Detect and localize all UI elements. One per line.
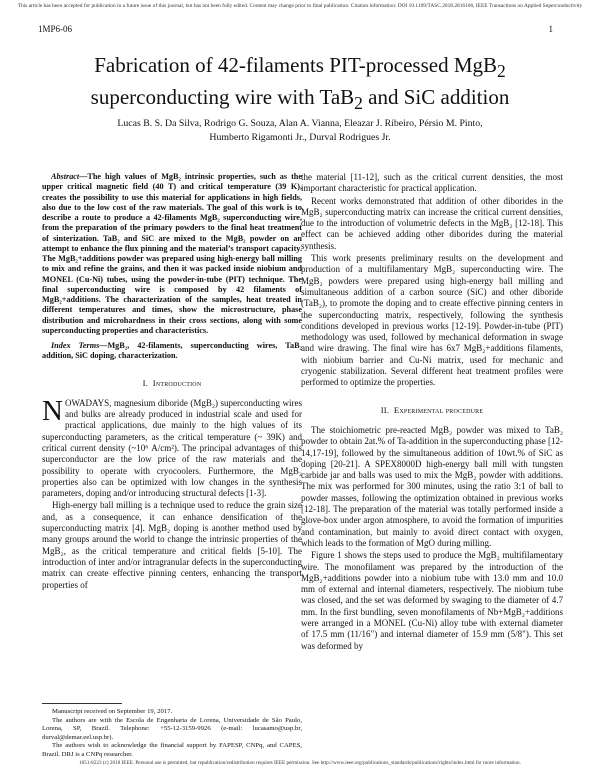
authors-line1: Lucas B. S. Da Silva, Rodrigo G. Souza, Alan A. Vianna, Eleazar J. Ribeiro, Pérsio M. Pinto,: [117, 118, 483, 129]
exp-paragraph-1: The stoichiometric pre-reacted MgB₂ powder was mixed to TaB₂ powder to obtain 2at.% of Ta-addition in the superconducting phase [12-14,17-19], followed by the simultaneous addition of 10wt.% of SiC as doping [20-21]. A SPEX8000D high-energy ball mill with tungsten carbide jar and balls was used to mix the MgB₂ powder with additions. The mix was performed for 300 minutes, using the ratio 3:1 of ball to powder masses, following the optimization obtained in previous works [12-18]. The preparation of the material was totally performed inside a glove-box under argon atmosphere, to avoid the formation of impurities and contamination, but mainly to avoid direct contact with oxygen, which leads to the formation of MgO during milling.: [301, 424, 563, 548]
page-number: 1: [548, 24, 553, 34]
exp-paragraph-2: Figure 1 shows the steps used to produce the MgB₂ multifilamentary wire. The monofilament was prepared by the introduction of the MgB₂+additions powder into a niobium tube with 13.0 mm and 10.0 mm of external and internal diameters, respectively. The niobium tube was closed, and the set was deformed by swaging to the diameter of 4.7 mm. In the first bundling, seven monofilaments of Nb+MgB₂+additions were arranged in a MONEL (Cu-Ni) alloy tube with external diameter of 17.5 mm (11/16") and internal diameter of 15.9 mm (5/8"). This set was deformed by: [301, 550, 563, 651]
abstract-text: —The high values of MgB₂ intrinsic properties, such as the upper critical magnetic field (40 T) and critical temperature (39 K), creates the possibility to use this material for applications in high fields, also due to the low cost of the raw materials. The goal of this work is to describe a route to produce a 42-filaments MgB₂ superconducting wire, from the preparation of the primary powders to the final heat treatment of sinterization. TaB₂ and SiC are mixed to the MgB₂ powder on an attempt to enhance the flux pinning and the material’s transport capacity. The MgB₂+additions powder was prepared using high-energy ball milling to mix and refine the grains, and then it was packed inside niobium and MONEL (Cu-Ni) tubes, using the powder-in-tube (PIT) technique. The final superconducting wire is composed by 42 filaments of MgB₂+additions. The characterization of the samples, heat treated in different temperatures and times, show the microstructure, phase distribution and microhardness in their cross sections, along with some superconducting properties and characteristics.: [42, 172, 302, 335]
intro-paragraph-2: High-energy ball milling is a technique used to reduce the grain size and, as a consequence, it can enhance densification of the superconducting matrix [4]. MgB₂ doping is another method used by many groups around the world to change the intrinsic properties of the MgB₂, as the critical temperature and critical fields [5-10]. The introduction of inter and/or intragranular defects in the superconducting matrix can create effective pinning centers, enhancing the transport properties of: [42, 500, 302, 590]
paper-title: [30, 52, 570, 116]
title-prefix: Fabrication of 42-filaments PIT-processed MgB: [94, 53, 498, 77]
footnote-received: Manuscript received on September 19, 2017.: [52, 708, 173, 715]
abstract: [42, 172, 302, 336]
right-paragraph-2: This work presents preliminary results on the development and production of a multifilamentary MgB₂ superconducting wire. The MgB₂ powders were prepared using high-energy ball milling and simultaneous addition of a carbon source (SiC) and other diboride (TaB₂), to promote the doping and to create effective pinning centers in the superconducting matrix, respectively, following the synthesis conditions developed in previous works [12-19]. Powder-in-tube (PIT) methodology was used, followed by mechanical deformation in swage and wire drawing. The final wire has 6x7 MgB₂+additions filaments, with niobium barrier and Cu-Ni matrix, used for mechanic and cryogenic stabilization. Several different heat treatment profiles were performed to optimize the properties.: [301, 253, 563, 388]
index-terms-label: Index Terms: [51, 341, 100, 350]
copyright-footer: 1051-8223 (c) 2018 IEEE. Personal use is permitted, but republication/redistribution requires IEEE permission. See http://www.ieee.org/publications_standards/publications/rights/index.html for more information.: [79, 760, 521, 766]
title-sub2: 2: [354, 93, 363, 114]
section-heading-experimental: [301, 405, 563, 416]
journal-banner: This article has been accepted for publication in a future issue of this journal, but has not been fully edited. Content may change prior to final publication. Citation information: DOI 10.1109/TASC.2018.2816106, IEEE Transactions on Applied Superconductivity: [17, 3, 583, 9]
footnotes: [42, 703, 302, 760]
lead-word: OWADAYS,: [64, 397, 112, 408]
right-paragraph-0: the material [11-12], such as the critical current densities, the most important characteristic for practical application.: [301, 172, 563, 194]
drop-cap: N: [42, 394, 63, 427]
intro-p1-text: magnesium diboride (MgB₂) superconducting wires and bulks are already produced in industrial scale and used for practical applications, due mainly to the high values of its superconducting parameters, as the critical temperature (~ 39K) and critical current density (~10⁶ A/cm²). The principal advantages of this superconductor are the low price of the raw materials and the possibility to operate with cryocoolers. Furthermore, the MgB₂ properties also can be optimized with low changes in the synthesis parameters, doping and/or introducing structural defects [1-3].: [42, 397, 302, 499]
section-number: I.: [142, 377, 149, 388]
index-terms-text: —MgB₂, 42-filaments, superconducting wires, TaB₂ addition, SiC doping, characterization.: [42, 341, 302, 361]
section-number: II.: [380, 404, 390, 415]
right-column: [301, 172, 563, 653]
footnote-affiliation: The authors are with the Escola de Engenharia de Lorena, Universidade de São Paulo, Lorena, SP, Brazil. Telephone: +55-12-3159-9926 (e-mail: lucasamo@usp.br, durval@demar.eel.usp.br).: [42, 716, 302, 741]
section-heading-introduction: [42, 378, 302, 389]
footnote-rule: [42, 703, 122, 704]
abstract-label: Abstract: [51, 172, 80, 181]
author-list: [40, 117, 560, 144]
authors-line2: Humberto Rigamonti Jr., Durval Rodrigues Jr.: [209, 131, 391, 143]
title-sub1: 2: [497, 61, 506, 82]
section-title: Experimental procedure: [393, 404, 484, 415]
left-column: [42, 172, 302, 592]
index-terms: [42, 341, 302, 362]
title-suffix: and SiC addition: [362, 85, 510, 110]
footnote-acknowledgment: The authors wish to acknowledge the financial support by FAPESP, CNPq, and CAPES, Brazil. DRJ is a CNPq researcher.: [42, 742, 302, 758]
title-mid: superconducting wire with TaB: [90, 85, 355, 110]
intro-paragraph-1: [42, 394, 302, 500]
paper-code: 1MP6-06: [38, 24, 73, 34]
section-title: Introduction: [152, 377, 202, 388]
right-paragraph-1: Recent works demonstrated that addition of other diborides in the MgB₂ superconducting matrix can increase the critical current densities, due to the introduction of volumetric defects in the MgB₂ [12-18]. This effect can be achieved adding other diborides during the material synthesis.: [301, 195, 563, 251]
